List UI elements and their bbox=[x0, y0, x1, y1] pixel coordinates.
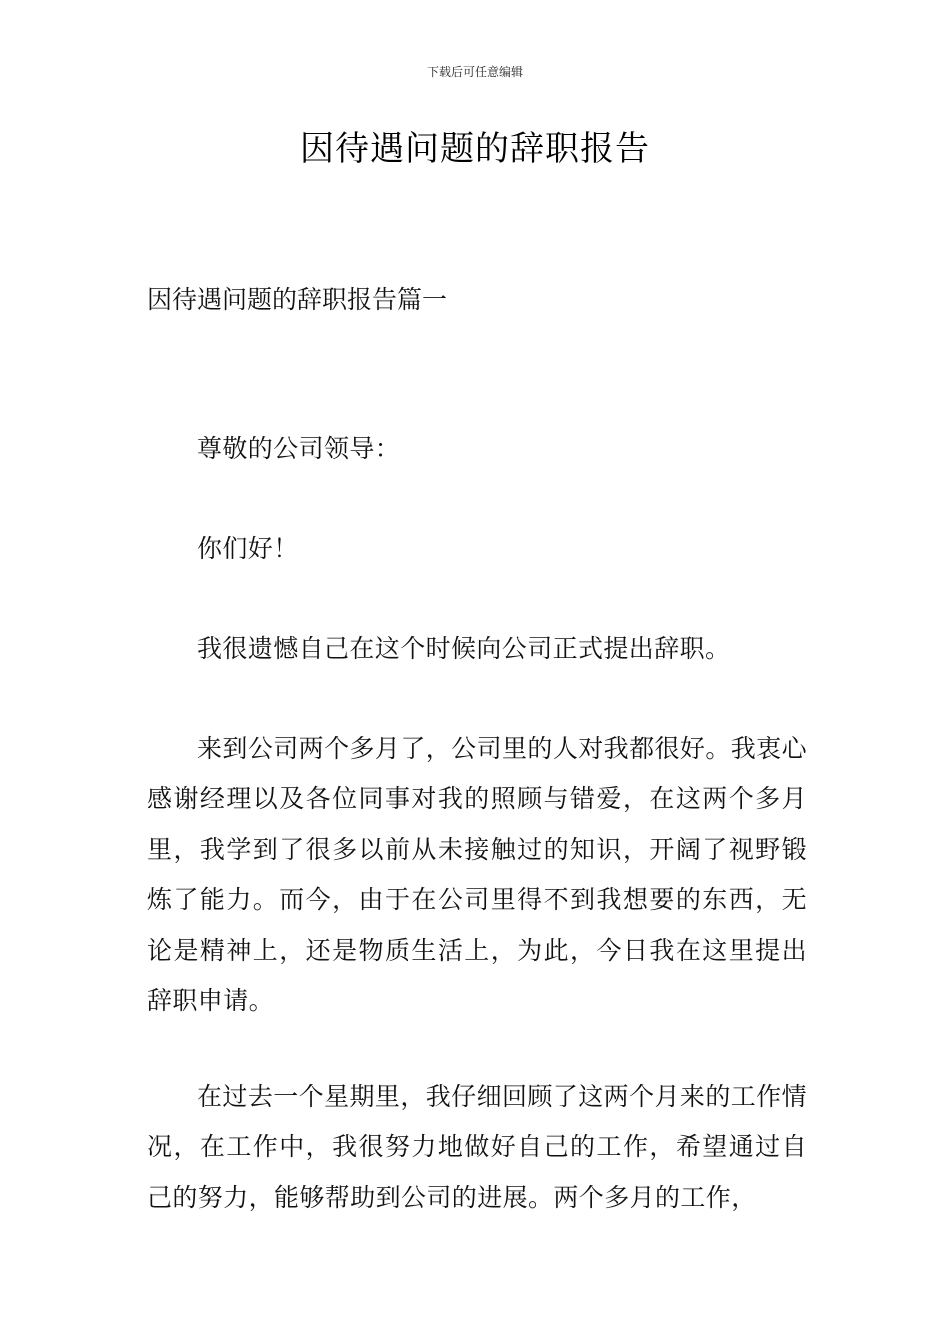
body-paragraph-2: 来到公司两个多月了，公司里的人对我都很好。我衷心感谢经理以及各位同事对我的照顾与错爱，在这两个多月里，我学到了很多以前从未接触过的知识，开阔了视野锻炼了能力。而今，由于在公司里得不到我想要的东西，无论是精神上，还是物质生活上，为此，今日我在这里提出辞职申请。 bbox=[147, 734, 807, 1016]
body-paragraph-3: 在过去一个星期里，我仔细回顾了这两个月来的工作情况，在工作中，我很努力地做好自己的工作，希望通过自己的努力，能够帮助到公司的进展。两个多月的工作， bbox=[147, 1082, 807, 1212]
greeting: 你们好！ bbox=[197, 534, 299, 563]
salutation: 尊敬的公司领导： bbox=[197, 434, 401, 463]
body-paragraph-1: 我很遗憾自己在这个时候向公司正式提出辞职。 bbox=[197, 634, 731, 663]
document-title: 因待遇问题的辞职报告 bbox=[300, 129, 650, 169]
section-heading: 因待遇问题的辞职报告篇一 bbox=[147, 285, 448, 314]
header-note: 下载后可任意编辑 bbox=[426, 65, 523, 79]
